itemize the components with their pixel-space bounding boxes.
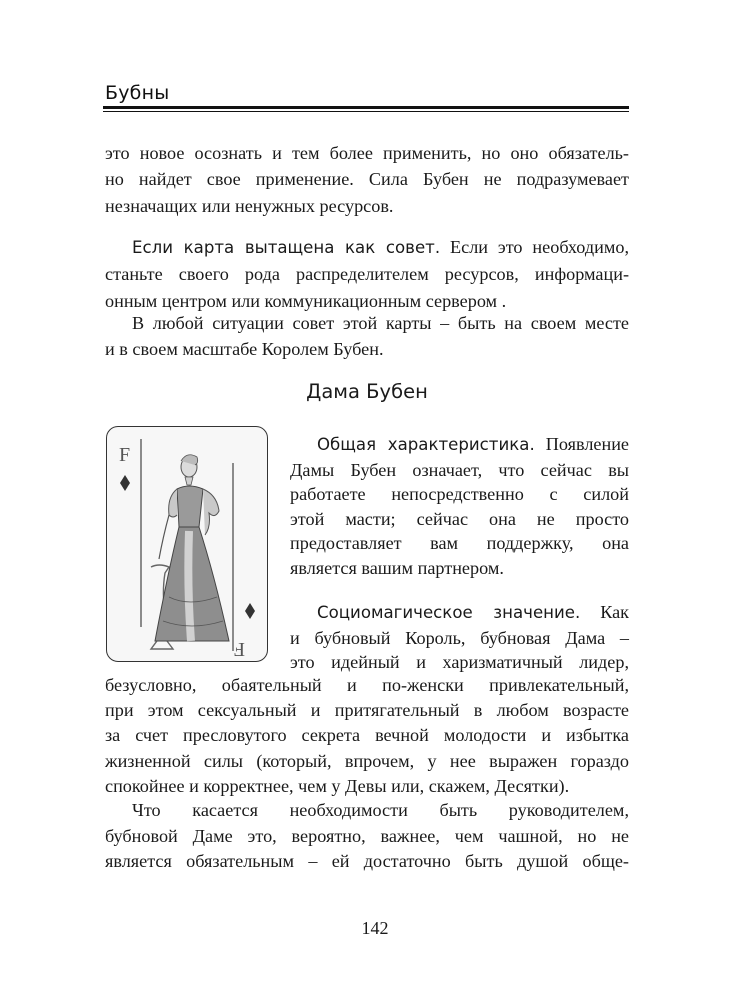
text-line: Дамы Бубен означает, что сейчас вы bbox=[290, 459, 629, 480]
text-fragment: Появление bbox=[545, 434, 630, 454]
text-line: онным центром или коммуникационным сервером . bbox=[105, 290, 507, 311]
text-line: это идейный и харизматичный лидер, bbox=[290, 652, 629, 673]
diamond-icon bbox=[245, 603, 255, 619]
text-line: бубновой Даме это, вероятно, важнее, чем чашной, но не bbox=[105, 825, 629, 846]
text-line: этой масти; сейчас она не просто bbox=[290, 508, 629, 529]
corner-letter-bottom: F bbox=[233, 638, 245, 660]
diamond-icon bbox=[120, 475, 130, 491]
advice-paragraph bbox=[105, 234, 629, 314]
corner-letter-top: F bbox=[119, 444, 131, 466]
text-line: В любой ситуации совет этой карты – быть на своем месте bbox=[132, 313, 629, 333]
text-line: незначащих или ненужных ресурсов. bbox=[105, 195, 394, 216]
text-line: и в своем масштабе Королем Бубен. bbox=[105, 339, 384, 360]
text-line bbox=[290, 432, 629, 458]
page-number: 142 bbox=[361, 918, 389, 938]
text-line: и бубновый Король, бубновая Дама – bbox=[290, 627, 629, 648]
running-head: Бубны bbox=[105, 82, 170, 104]
socio-paragraph-wrapped bbox=[290, 600, 629, 675]
text-line: является вашим партнером. bbox=[290, 557, 504, 578]
section-title: Дама Бубен bbox=[306, 380, 428, 403]
text-line: станьте своего рода распределителем ресурсов, информаци- bbox=[105, 264, 629, 285]
advice-summary-paragraph bbox=[105, 310, 629, 363]
socio-paragraph-full bbox=[105, 673, 629, 799]
card-artwork bbox=[107, 427, 269, 663]
text-line: предоставляет вам поддержку, она bbox=[290, 533, 629, 554]
text-line: за счет пресловутого секрета вечной молодости и избытка bbox=[105, 725, 629, 746]
text-line: спокойнее и корректнее, чем у Девы или, скажем, Десятки). bbox=[105, 775, 570, 796]
socio-heading: Социомагическое значение. bbox=[317, 603, 581, 622]
text-line: безусловно, обаятельный и по-женски привлекательный, bbox=[105, 675, 629, 695]
closing-paragraph bbox=[105, 798, 629, 875]
text-line: при этом сексуальный и притягательный в любом возрасте bbox=[105, 700, 629, 721]
text-line: это новое осознать и тем более применить, но оно обязатель- bbox=[105, 143, 629, 163]
header-rule-thick bbox=[103, 106, 629, 109]
general-characteristic-paragraph bbox=[290, 432, 629, 581]
text-line: является обязательным – ей достаточно быть душой обще- bbox=[105, 851, 629, 872]
text-line bbox=[105, 234, 629, 261]
advice-heading: Если карта вытащена как совет. bbox=[132, 238, 441, 257]
text-line: Что касается необходимости быть руководителем, bbox=[132, 800, 629, 820]
text-line bbox=[290, 600, 629, 626]
queen-of-diamonds-card-illustration bbox=[106, 426, 268, 662]
text-fragment: Как bbox=[600, 602, 629, 622]
general-heading: Общая характеристика. bbox=[317, 435, 535, 454]
text-line: но найдет свое применение. Сила Бубен не подразумевает bbox=[105, 169, 629, 190]
header-rule-thin bbox=[103, 111, 629, 112]
intro-paragraph bbox=[105, 140, 629, 219]
text-line: работаете непосредственно с силой bbox=[290, 484, 629, 505]
text-line: жизненной силы (который, впрочем, у нее выражен гораздо bbox=[105, 750, 629, 771]
text-fragment: Если это необходимо, bbox=[450, 237, 629, 257]
